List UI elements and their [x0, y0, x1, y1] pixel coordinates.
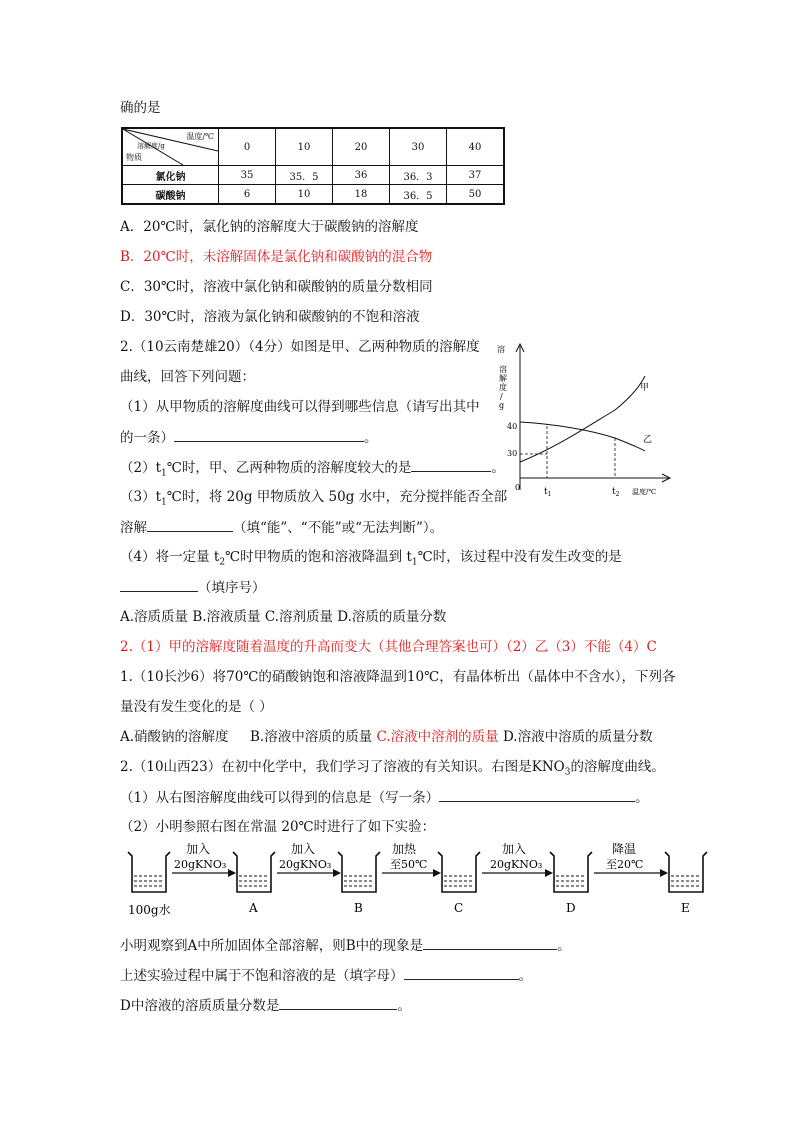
- label-a: A: [249, 901, 258, 915]
- answer-blank[interactable]: [147, 518, 233, 532]
- table-header-cell: [122, 128, 219, 166]
- table-cell: 37: [447, 166, 505, 185]
- header-solubility: 溶解度/g: [137, 142, 165, 150]
- arrowhead: [333, 869, 341, 877]
- q2-part3-prefix: （3）t: [120, 489, 162, 505]
- y-tick-30: 30: [507, 449, 518, 458]
- q4-observation: [120, 936, 571, 955]
- q4-unsaturated-text: 上述实验过程中属于不饱和溶液的是（填字母）: [120, 968, 404, 984]
- y-label-char: 解: [499, 374, 507, 383]
- y-label-char: 溶: [497, 345, 505, 354]
- y-label-char: 度: [499, 383, 507, 392]
- q2-part3-suffix: （填“能”、“不能”或“无法判断”）。: [233, 520, 444, 536]
- q4-unsaturated: [120, 966, 532, 985]
- q2-part4-b: ℃时甲物质的饱和溶液降温到 t: [225, 549, 412, 565]
- arrow-4-bottom: 20gKNO₃: [490, 858, 543, 871]
- answer-blank[interactable]: [439, 788, 635, 802]
- label-b: B: [354, 901, 363, 915]
- answer-blank[interactable]: [279, 996, 397, 1010]
- q2-part1-suffix: 。: [364, 430, 378, 446]
- y-tick-40: 40: [507, 422, 518, 431]
- arrow-1-top: 加入: [186, 842, 211, 856]
- answer-blank[interactable]: [423, 936, 557, 950]
- temp-cell: 40: [447, 128, 505, 166]
- intro-text: 确的是: [120, 100, 161, 116]
- curve-label-jia: 甲: [640, 383, 650, 393]
- x-tick-t2: $t_2$: [612, 487, 620, 498]
- y-label-char: g: [499, 401, 505, 410]
- q2-stem-line2: 曲线，回答下列问题：: [120, 369, 255, 385]
- q2-answer: 2.（1）甲的溶解度随着温度的升高而变大（其他合理答案也可）（2）乙（3）不能（4）C: [120, 639, 657, 655]
- option-d: D．30℃时，溶液为氯化钠和碳酸钠的不饱和溶液: [120, 309, 420, 325]
- q2-options: A.溶质质量 B.溶液质量 C.溶剂质量 D.溶质的质量分数: [120, 609, 447, 625]
- option-b-answer: B．20℃时，未溶解固体是氯化钠和碳酸钠的混合物: [120, 249, 433, 265]
- arrowhead: [660, 869, 668, 877]
- substance-name: 碳酸钠: [122, 185, 219, 205]
- arrow-3-bottom: 至50℃: [390, 858, 428, 871]
- arrowhead: [545, 869, 553, 877]
- q2-part2: [120, 458, 505, 483]
- beaker-d: [550, 852, 592, 892]
- q4-mass-fraction: [120, 996, 411, 1015]
- q4-stem-suffix: 的溶解度曲线。: [570, 759, 665, 775]
- q4-unsaturated-suffix: 。: [518, 968, 532, 984]
- q2-part4: [120, 548, 622, 572]
- curve-yi: [520, 422, 645, 451]
- q2-part3-prefix2: 溶解: [120, 520, 147, 536]
- q2-part2-text: ℃时，甲、乙两种物质的溶解度较大的是: [166, 460, 412, 476]
- q3-option-b: B.溶液中溶质的质量: [250, 729, 373, 745]
- q2-part2-suffix: 。: [491, 460, 505, 476]
- answer-blank[interactable]: [411, 458, 491, 472]
- beaker-c: [438, 852, 480, 892]
- label-d: D: [566, 901, 576, 915]
- x-tick-t1: $t_1$: [544, 487, 552, 498]
- arrow-5-top: 降温: [612, 842, 637, 856]
- q2-part1: （1）从甲物质的溶解度曲线可以得到哪些信息（请写出其中: [120, 399, 480, 415]
- arrow-2-bottom: 20gKNO₃: [279, 858, 332, 871]
- q4-stem-text: 2.（10山西23）在初中化学中，我们学习了溶液的有关知识。右图是KNO: [120, 759, 565, 775]
- subscript: 3: [564, 767, 571, 778]
- q2-part1-prefix: 的一条）: [120, 430, 174, 446]
- table-cell: 18: [333, 185, 390, 205]
- q4-part1-text: （1）从右图溶解度曲线可以得到的信息是（写一条）: [120, 790, 440, 806]
- beaker-b: [338, 852, 380, 892]
- temp-cell: 30: [390, 128, 447, 166]
- q2-part4-c: ℃时，该过程中没有发生改变的是: [417, 549, 622, 565]
- q3-option-a: A.硝酸钠的溶解度: [120, 729, 229, 745]
- q2-part1-blank-line: [120, 428, 378, 447]
- table-cell: 35．5: [276, 166, 333, 185]
- table-row: [122, 166, 504, 185]
- q4-mass-fraction-text: D中溶液的溶质质量分数是: [120, 998, 280, 1014]
- answer-blank[interactable]: [174, 428, 364, 442]
- subscript: 2: [219, 557, 226, 568]
- temp-cell: 0: [219, 128, 276, 166]
- option-c: C．30℃时，溶液中氯化钠和碳酸钠的质量分数相同: [120, 279, 433, 295]
- temp-cell: 20: [333, 128, 390, 166]
- label-e: E: [681, 901, 690, 915]
- q2-part2-prefix: （2）t: [120, 460, 162, 476]
- arrowhead: [433, 869, 441, 877]
- answer-blank[interactable]: [120, 578, 198, 592]
- q2-part3: [120, 488, 507, 512]
- q2-part4-a: （4）将一定量 t: [120, 549, 220, 565]
- q3-option-c-answer: C.溶液中溶剂的质量: [376, 729, 499, 745]
- q2-stem-line1: 2.（10云南楚雄20）（4分）如图是甲、乙两种物质的溶解度: [120, 339, 480, 355]
- subscript: 1: [411, 557, 418, 568]
- q3-option-d: D.溶液中溶质的质量分数: [502, 729, 653, 745]
- table-cell: 36: [333, 166, 390, 185]
- arrow-5-bottom: 至20℃: [606, 858, 644, 871]
- table-cell: 35: [219, 166, 276, 185]
- table-cell: 50: [447, 185, 505, 205]
- q4-observation-suffix: 。: [557, 938, 571, 954]
- q4-part2: （2）小明参照右图在常温 20℃时进行了如下实验：: [120, 819, 436, 835]
- experiment-diagram: [120, 840, 710, 920]
- q2-part3-blank-line: [120, 518, 443, 537]
- table-cell: 36．3: [390, 166, 447, 185]
- q2-part3-text: ℃时，将 20g 甲物质放入 50g 水中，充分搅拌能否全部: [166, 489, 508, 505]
- q4-stem: [120, 758, 665, 782]
- x-axis-label: 温度/℃: [632, 488, 657, 496]
- header-temp: 温度/℃: [186, 132, 214, 141]
- label-c: C: [454, 901, 464, 915]
- substance-name: 氯化钠: [122, 166, 219, 185]
- q4-mass-fraction-suffix: 。: [397, 998, 411, 1014]
- solubility-table: [121, 127, 505, 205]
- q2-part4-blank-line: [120, 578, 266, 597]
- temp-cell: 10: [276, 128, 333, 166]
- beaker-e: [665, 852, 707, 892]
- q3-stem-line1: 1.（10长沙6）将70℃的硝酸钠饱和溶液降温到10℃，有晶体析出（晶体中不含水），下列各: [120, 669, 676, 685]
- beaker-a: [233, 852, 275, 892]
- q4-part1: [120, 788, 649, 807]
- curve-jia: [520, 376, 645, 462]
- origin-label: 0: [515, 483, 521, 492]
- q4-part1-suffix: 。: [635, 790, 649, 806]
- answer-blank[interactable]: [404, 966, 519, 980]
- beaker-water: [128, 852, 170, 892]
- arrowhead: [228, 869, 236, 877]
- arrow-1-bottom: 20gKNO₃: [174, 858, 227, 871]
- curve-label-yi: 乙: [643, 435, 653, 445]
- q3-stem-line2: 量没有发生变化的是（ ）: [120, 699, 273, 715]
- q3-options: [120, 728, 653, 746]
- q4-observation-text: 小明观察到A中所加固体全部溶解，则B中的现象是: [120, 938, 424, 954]
- start-label: 100g水: [128, 903, 171, 917]
- solubility-curve-graph: [495, 338, 680, 503]
- option-a: A．20℃时，氯化钠的溶解度大于碳酸钠的溶解度: [120, 219, 419, 235]
- table-cell: 10: [276, 185, 333, 205]
- table-row: [122, 185, 504, 205]
- table-cell: 36．5: [390, 185, 447, 205]
- arrow-3-top: 加热: [392, 842, 417, 856]
- arrow-4-top: 加入: [502, 842, 527, 856]
- subscript: 1: [161, 497, 167, 508]
- header-substance: 物质: [126, 153, 142, 162]
- table-cell: 6: [219, 185, 276, 205]
- y-label-char: 溶: [499, 365, 507, 374]
- arrow-2-top: 加入: [291, 842, 316, 856]
- y-label-char: /: [500, 392, 503, 401]
- subscript: 1: [161, 468, 167, 479]
- q2-part4-suffix: （填序号）: [198, 580, 266, 596]
